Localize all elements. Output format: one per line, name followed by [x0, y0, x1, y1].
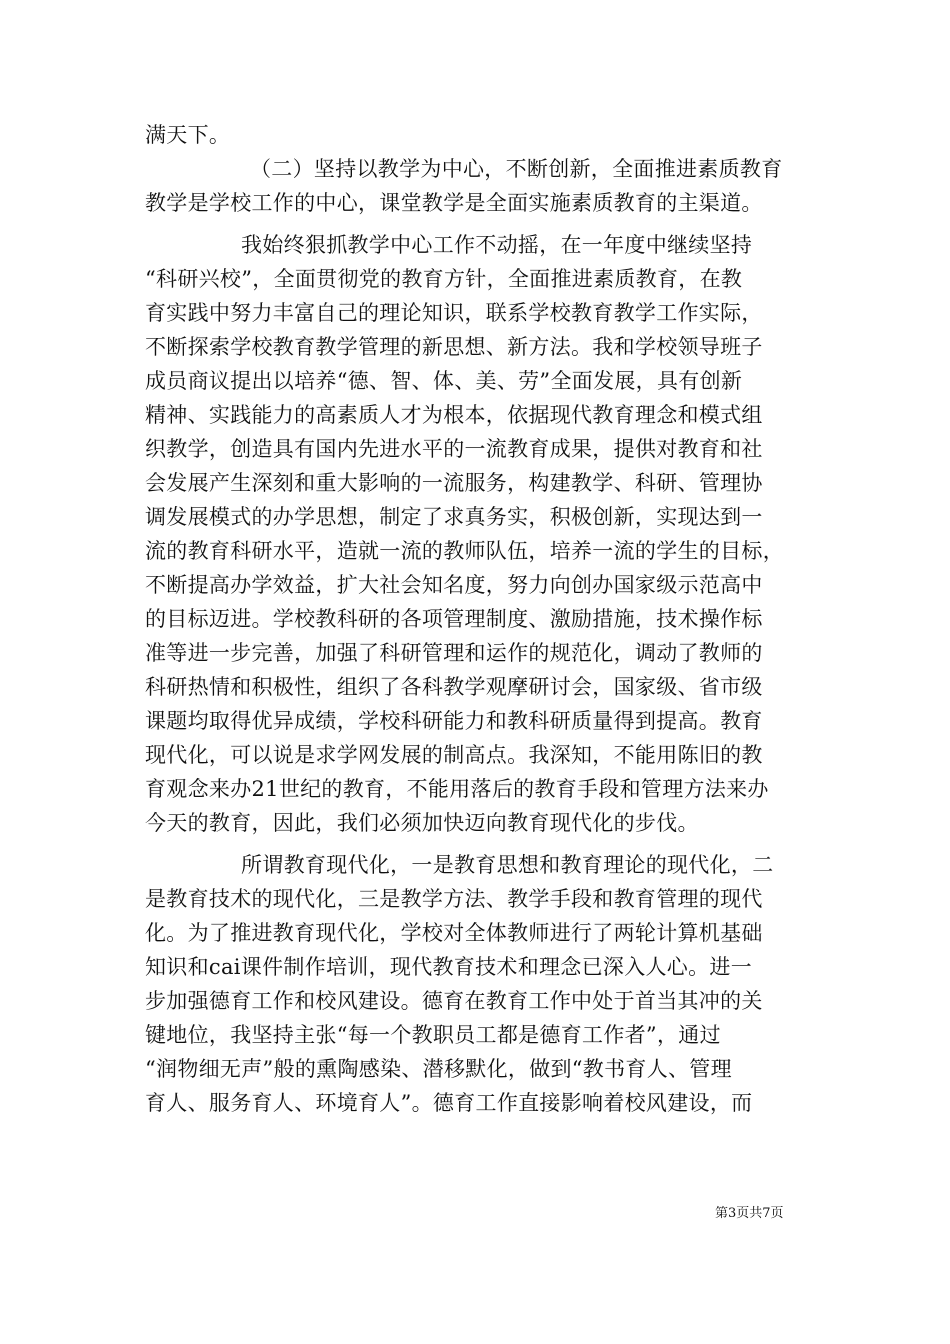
text-line: 化。为了推进教育现代化，学校对全体教师进行了两轮计算机基础: [145, 921, 763, 945]
text-line: 育观念来办21世纪的教育，不能用落后的教育手段和管理方法来办: [145, 777, 769, 801]
text-line: 育实践中努力丰富自己的理论知识，联系学校教育教学工作实际，: [145, 301, 763, 325]
text-line: 满天下。: [145, 123, 231, 147]
text-line: 成员商议提出以培养“德、智、体、美、劳”全面发展，具有创新: [145, 369, 743, 393]
text-line: 织教学，创造具有国内先进水平的一流教育成果，提供对教育和社: [145, 437, 763, 461]
text-line: 现代化，可以说是求学网发展的制高点。我深知，不能用陈旧的教: [145, 743, 763, 767]
page-number-footer: 第3页共7页: [715, 1206, 784, 1221]
text-line: 准等进一步完善，加强了科研管理和运作的规范化，调动了教师的: [145, 641, 763, 665]
text-line: 调发展模式的办学思想，制定了求真务实，积极创新，实现达到一: [145, 505, 763, 529]
text-line: 知识和cai课件制作培训，现代教育技术和理念已深入人心。进一: [145, 955, 752, 979]
text-line: 所谓教育现代化，一是教育思想和教育理论的现代化，二: [241, 853, 774, 877]
text-line: 精神、实践能力的高素质人才为根本，依据现代教育理念和模式组: [145, 403, 763, 427]
text-line: “润物细无声”般的熏陶感染、潜移默化，做到“教书育人、管理: [145, 1057, 732, 1081]
text-line: 育人、服务育人、环境育人”。德育工作直接影响着校风建设，而: [145, 1091, 753, 1115]
text-line: 键地位，我坚持主张“每一个教职员工都是德育工作者”，通过: [145, 1023, 721, 1047]
text-line: 的目标迈进。学校教科研的各项管理制度、激励措施，技术操作标: [145, 607, 763, 631]
text-line: “科研兴校”，全面贯彻党的教育方针，全面推进素质教育，在教: [145, 267, 743, 291]
text-line: 是教育技术的现代化，三是教学方法、教学手段和教育管理的现代: [145, 887, 763, 911]
text-line: 课题均取得优异成绩，学校科研能力和教科研质量得到提高。教育: [145, 709, 763, 733]
text-line: 步加强德育工作和校风建设。德育在教育工作中处于首当其冲的关: [145, 989, 763, 1013]
document-body: [145, 118, 805, 1120]
text-line: 不断提高办学效益，扩大社会知名度，努力向创办国家级示范高中: [145, 573, 763, 597]
text-line: 会发展产生深刻和重大影响的一流服务，构建教学、科研、管理协: [145, 471, 763, 495]
text-line: 科研热情和积极性，组织了各科教学观摩研讨会，国家级、省市级: [145, 675, 763, 699]
text-line: 不断探索学校教育教学管理的新思想、新方法。我和学校领导班子: [145, 335, 763, 359]
text-line: 流的教育科研水平，造就一流的教师队伍，培养一流的学生的目标，: [145, 539, 784, 563]
text-line: 教学是学校工作的中心，课堂教学是全面实施素质教育的主渠道。: [145, 191, 763, 215]
text-line: 今天的教育，因此，我们必须加快迈向教育现代化的步伐。: [145, 811, 699, 835]
text-line: 我始终狠抓教学中心工作不动摇，在一年度中继续坚持: [241, 233, 753, 257]
section-heading: （二）坚持以教学为中心，不断创新，全面推进素质教育: [250, 157, 783, 181]
